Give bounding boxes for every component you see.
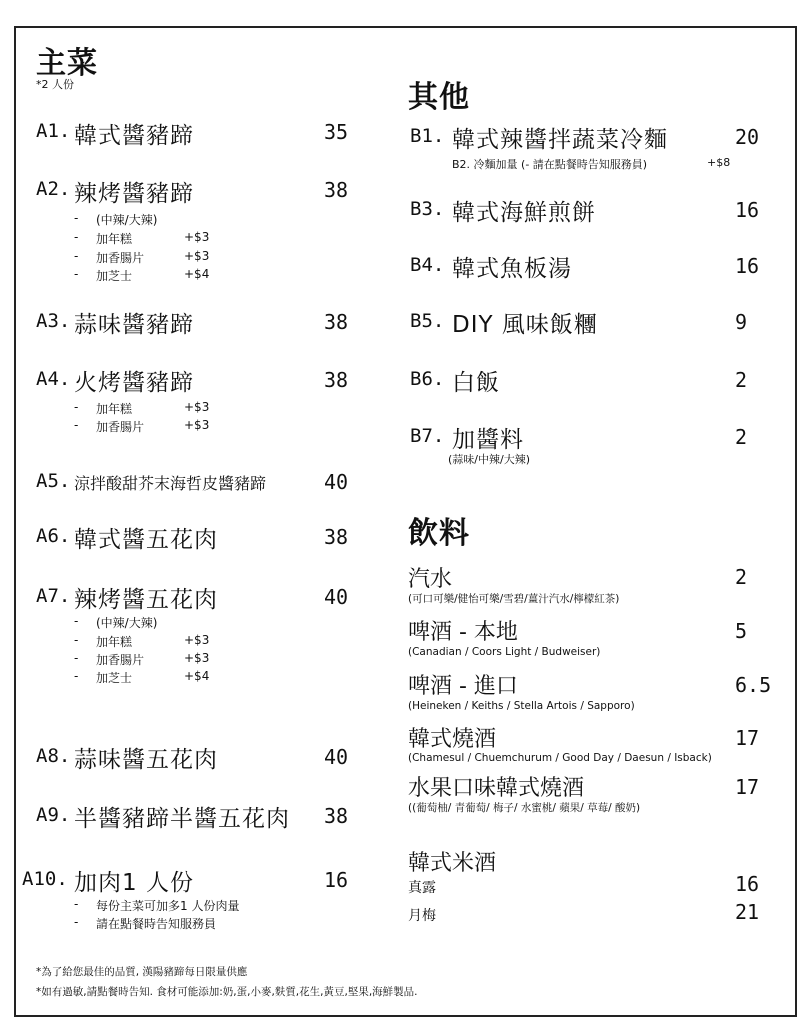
drink-name: 啤酒 - 本地 <box>408 620 518 645</box>
item-subnote: (蒜味/中辣/大辣) <box>448 453 530 466</box>
drink-price: 5 <box>735 619 748 643</box>
main-section-title: 主菜 <box>36 46 98 81</box>
drink-name: 啤酒 - 進口 <box>408 674 518 699</box>
variant-name: 月梅 <box>408 908 436 924</box>
item-price: 38 <box>324 178 349 202</box>
item-code: A7. <box>36 585 71 607</box>
item-code: A5. <box>36 470 71 492</box>
item-code: B7. <box>410 425 445 447</box>
item-code: A6. <box>36 525 71 547</box>
item-price: 40 <box>324 585 349 609</box>
item-code: A8. <box>36 745 71 767</box>
item-price: 2 <box>735 425 748 449</box>
drink-name: 韓式米酒 <box>408 851 497 876</box>
item-name: 加醬料 <box>452 427 524 453</box>
item-price: 16 <box>324 868 349 892</box>
item-name: 加肉1 人份 <box>74 870 194 896</box>
item-price: 38 <box>324 310 349 334</box>
item-name: 蒜味醬豬蹄 <box>74 312 194 338</box>
item-code: A1. <box>36 120 71 142</box>
item-name: 半醬豬蹄半醬五花肉 <box>74 806 290 832</box>
drink-subnote: (Canadian / Coors Light / Budweiser) <box>408 646 601 658</box>
item-name: 辣烤醬豬蹄 <box>74 181 194 207</box>
item-code: B5. <box>410 310 445 332</box>
drink-subnote: (Chamesul / Chuemchurum / Good Day / Daesun / Isback) <box>408 752 712 764</box>
item-price: 38 <box>324 368 349 392</box>
item-subnote: B2. 冷麵加量 (- 請在點餐時告知服務員) <box>452 158 648 171</box>
item-name: 韓式醬五花肉 <box>74 527 218 553</box>
item-code: A9. <box>36 804 71 826</box>
drink-price: 2 <box>735 565 748 589</box>
item-price: 40 <box>324 470 349 494</box>
item-code: B3. <box>410 198 445 220</box>
item-code: A4. <box>36 368 71 390</box>
drink-subnote: (Heineken / Keiths / Stella Artois / Sapporo) <box>408 700 635 712</box>
other-section-title: 其他 <box>408 80 470 115</box>
item-code: A10. <box>22 868 68 890</box>
item-name: 韓式海鮮煎餅 <box>452 200 596 226</box>
item-name: 白飯 <box>452 370 500 396</box>
main-serving-note: *2 人份 <box>36 78 74 91</box>
drink-name: 水果口味韓式燒酒 <box>408 776 585 801</box>
drink-price: 6.5 <box>735 673 772 697</box>
item-name: 韓式醬豬蹄 <box>74 123 194 149</box>
item-price: 20 <box>735 125 760 149</box>
drink-subnote: ((葡萄柚/ 青葡萄/ 梅子/ 水蜜桃/ 蘋果/ 草莓/ 酸奶) <box>408 802 641 814</box>
item-name: 韓式魚板湯 <box>452 256 572 282</box>
item-price: 9 <box>735 310 748 334</box>
item-code: B4. <box>410 254 445 276</box>
item-price: 2 <box>735 368 748 392</box>
drinks-section-title: 飲料 <box>408 516 470 551</box>
item-name: 涼拌酸甜芥末海哲皮醬豬蹄 <box>74 474 267 493</box>
variant-price: 16 <box>735 872 760 896</box>
item-code: B1. <box>410 125 445 147</box>
item-name: 蒜味醬五花肉 <box>74 747 218 773</box>
variant-price: 21 <box>735 900 760 924</box>
variant-name: 真露 <box>408 880 436 896</box>
item-price: 16 <box>735 254 760 278</box>
item-price: 35 <box>324 120 349 144</box>
item-price: 38 <box>324 525 349 549</box>
item-subnote-price: +$8 <box>707 156 731 169</box>
footer-note-quality: *為了給您最佳的品質, 漢陽豬蹄每日限量供應 <box>36 966 248 978</box>
item-price: 40 <box>324 745 349 769</box>
drink-subnote: (可口可樂/健怡可樂/雪碧/薑汁汽水/檸檬紅茶) <box>408 593 620 605</box>
item-name: DIY 風味飯糰 <box>452 312 598 338</box>
drink-name: 汽水 <box>408 567 453 592</box>
drink-price: 17 <box>735 775 760 799</box>
drink-name: 韓式燒酒 <box>408 727 497 752</box>
drink-price: 17 <box>735 726 760 750</box>
footer-note-allergy: *如有過敏,請點餐時告知. 食材可能添加:奶,蛋,小麥,麩質,花生,黃豆,堅果,海鮮製品. <box>36 986 418 998</box>
item-price: 16 <box>735 198 760 222</box>
item-price: 38 <box>324 804 349 828</box>
item-code: A3. <box>36 310 71 332</box>
item-code: A2. <box>36 178 71 200</box>
item-name: 韓式辣醬拌蔬菜冷麵 <box>452 127 668 153</box>
item-code: B6. <box>410 368 445 390</box>
item-name: 火烤醬豬蹄 <box>74 370 194 396</box>
item-name: 辣烤醬五花肉 <box>74 587 218 613</box>
